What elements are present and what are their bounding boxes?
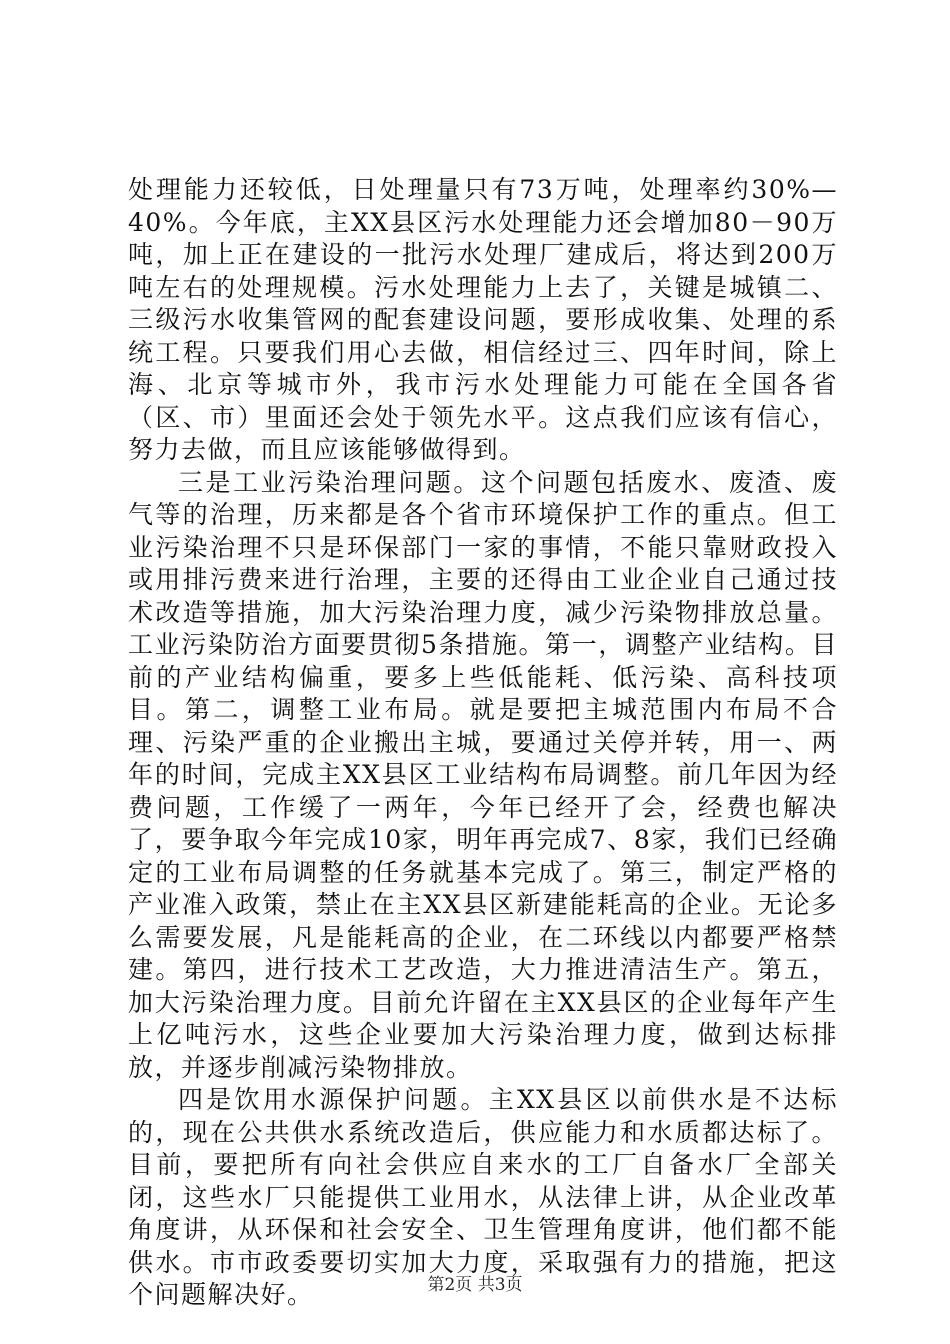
paragraph-continuation: 处理能力还较低，日处理量只有73万吨，处理率约30%—40%。今年底，主XX县区污水处理能力还会增加80－90万吨，加上正在建设的一批污水处理厂建成后，将达到200万吨左右的处理规模。污水处理能力上去了，关键是城镇二、三级污水收集管网的配套建设问题，要形成收集、处理的系统工程。只要我们用心去做，相信经过三、四年时间，除上海、北京等城市外，我市污水处理能力可能在全国各省（区、市）里面还会处于领先水平。这点我们应该有信心，努力去做，而且应该能够做得到。 <box>128 175 838 464</box>
document-body <box>128 174 838 1312</box>
paragraph-industrial-pollution: 三是工业污染治理问题。这个问题包括废水、废渣、废气等的治理，历来都是各个省市环境保护工作的重点。但工业污染治理不只是环保部门一家的事情，不能只靠财政投入或用排污费来进行治理，主要的还得由工业企业自己通过技术改造等措施，加大污染治理力度，减少污染物排放总量。工业污染防治方面要贯彻5条措施。第一，调整产业结构。目前的产业结构偏重，要多上些低能耗、低污染、高科技项目。第二，调整工业布局。就是要把主城范围内布局不合理、污染严重的企业搬出主城，要通过关停并转，用一、两年的时间，完成主XX县区工业结构布局调整。前几年因为经费问题，工作缓了一两年，今年已经开了会，经费也解决了，要争取今年完成10家，明年再完成7、8家，我们已经确定的工业布局调整的任务就基本完成了。第三，制定严格的产业准入政策，禁止在主XX县区新建能耗高的企业。无论多么需要发展，凡是能耗高的企业，在二环线以内都要严格禁建。第四，进行技术工艺改造，大力推进清洁生产。第五，加大污染治理力度。目前允许留在主XX县区的企业每年产生上亿吨污水，这些企业要加大污染治理力度，做到达标排放，并逐步削减污染物排放。 <box>128 467 838 1082</box>
page-number-footer: 第2页 共3页 <box>427 1275 523 1295</box>
paragraph-drinking-water: 四是饮用水源保护问题。主XX县区以前供水是不达标的，现在公共供水系统改造后，供应能力和水质都达标了。目前，要把所有向社会供应自来水的工厂自备水厂全部关闭，这些水厂只能提供工业用水，从法律上讲，从企业改革角度讲，从环保和社会安全、卫生管理角度讲，他们都不能供水。市市政委要切实加大力度，采取强有力的措施，把这个问题解决好。 <box>128 1085 838 1309</box>
